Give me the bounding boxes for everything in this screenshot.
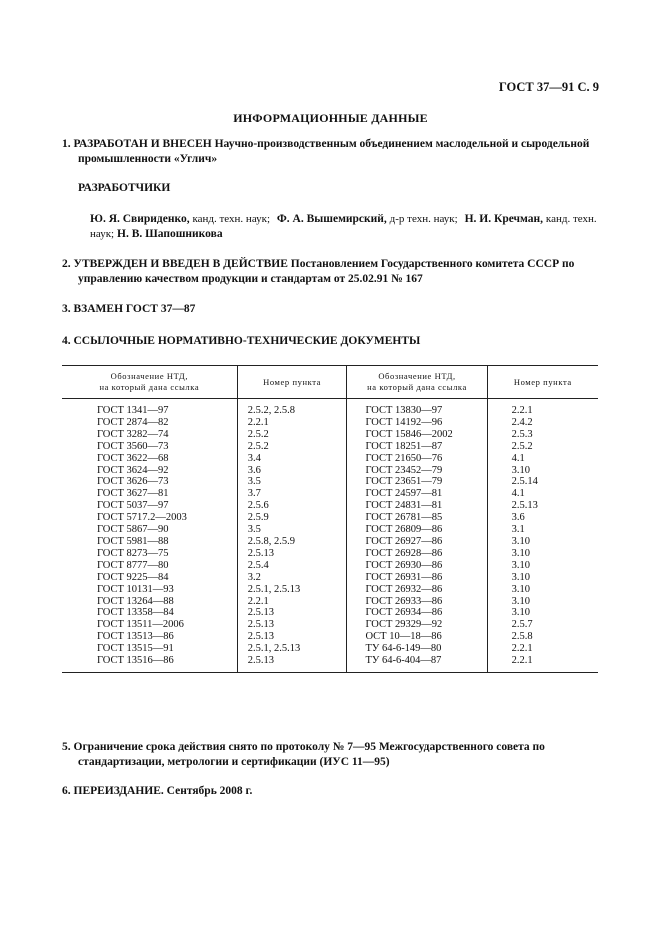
- developers-list: [90, 212, 600, 242]
- reference-point: 3.10: [511, 583, 530, 595]
- reference-point: 3.10: [511, 559, 530, 571]
- reference-doc: ГОСТ 9225—84: [62, 572, 237, 584]
- table-row: [62, 429, 598, 441]
- reference-point: 3.10: [511, 607, 530, 619]
- page-header-code: ГОСТ 37—91 С. 9: [498, 80, 599, 94]
- reference-doc: ГОСТ 21650—76: [347, 453, 487, 465]
- reference-doc: ГОСТ 14192—96: [347, 417, 487, 429]
- developer-name: Н. В. Шапошникова: [117, 228, 223, 240]
- reference-point: 2.2.1: [487, 655, 598, 672]
- reference-doc: ГОСТ 13358—84: [62, 607, 237, 619]
- table-row: [62, 619, 598, 631]
- table-row: [62, 500, 598, 512]
- reference-point: 3.7: [237, 488, 347, 500]
- reference-point: 3.5: [237, 476, 347, 488]
- table-row: [62, 476, 598, 488]
- table-row: [62, 655, 598, 672]
- table-row: [62, 399, 598, 417]
- references-table: [62, 365, 598, 673]
- reference-point: 3.10: [511, 571, 530, 583]
- table-row: [62, 453, 598, 465]
- item-3-replaces: 3. ВЗАМЕН ГОСТ 37—87: [62, 303, 196, 315]
- item-1-label: 1. РАЗРАБОТАН И ВНЕСЕН: [62, 138, 212, 150]
- reference-doc: ГОСТ 23651—79: [347, 476, 487, 488]
- reference-point: 2.5.13: [237, 655, 347, 672]
- table-row: [62, 631, 598, 643]
- developer-name: Ф. А. Вышемирский,: [276, 213, 387, 225]
- table-row: [62, 560, 598, 572]
- reference-point: 3.6: [511, 512, 525, 524]
- reference-doc: ГОСТ 29329—92: [347, 619, 487, 631]
- item-5-validity: 5. Ограничение срока действия снято по протоколу № 7—95 Межгосударственного совета по стандартизации, метрологии и сертификации (ИУС 11—95): [62, 741, 545, 768]
- reference-point: 2.5.8, 2.5.9: [237, 536, 347, 548]
- reference-doc: ГОСТ 3624—92: [62, 465, 237, 477]
- developer-degree: д-р техн. наук;: [389, 213, 458, 225]
- reference-point: 2.4.2: [511, 416, 533, 428]
- reference-doc: ГОСТ 3627—81: [62, 488, 237, 500]
- header-point-number: Номер пункта: [487, 366, 598, 399]
- reference-doc: ГОСТ 5867—90: [62, 524, 237, 536]
- reference-doc: ГОСТ 5981—88: [62, 536, 237, 548]
- reference-point: 3.10: [511, 547, 530, 559]
- reference-point: 2.5.6: [237, 500, 347, 512]
- reference-doc: ГОСТ 13511—2006: [62, 619, 237, 631]
- reference-point: 2.5.1, 2.5.13: [237, 584, 347, 596]
- reference-point: 2.5.2: [511, 440, 533, 452]
- header-point-number: Номер пункта: [237, 366, 347, 399]
- table-row: [62, 465, 598, 477]
- reference-doc: ГОСТ 23452—79: [347, 465, 487, 477]
- reference-doc: ГОСТ 13515—91: [62, 643, 237, 655]
- reference-doc: ГОСТ 3622—68: [62, 453, 237, 465]
- reference-doc: ГОСТ 5037—97: [62, 500, 237, 512]
- reference-doc: ГОСТ 26931—86: [347, 572, 487, 584]
- reference-point: 2.5.8: [511, 631, 533, 643]
- reference-doc: ГОСТ 26932—86: [347, 584, 487, 596]
- table-row: [62, 596, 598, 608]
- reference-point: 2.2.1: [511, 643, 533, 655]
- table-row: [62, 584, 598, 596]
- header-doc-designation: Обозначение НТД, на который дана ссылка: [62, 366, 237, 399]
- item-1-text: Научно-производственным объединением маслодельной и сыродельной промышленности «Углич»: [78, 138, 590, 165]
- reference-doc: ГОСТ 1341—97: [62, 399, 237, 417]
- table-row: [62, 417, 598, 429]
- reference-doc: ГОСТ 26934—86: [347, 607, 487, 619]
- reference-point: 2.5.9: [237, 512, 347, 524]
- reference-point: 2.2.1: [237, 417, 347, 429]
- reference-point: 4.1: [511, 488, 525, 500]
- reference-doc: ГОСТ 3560—73: [62, 441, 237, 453]
- reference-point: 3.10: [511, 464, 530, 476]
- reference-point: 3.2: [237, 572, 347, 584]
- reference-point: 3.5: [237, 524, 347, 536]
- reference-doc: ТУ 64-6-404—87: [347, 655, 487, 672]
- table-row: [62, 643, 598, 655]
- reference-point: 3.6: [237, 465, 347, 477]
- reference-doc: ГОСТ 8777—80: [62, 560, 237, 572]
- item-2-approved: [62, 257, 616, 287]
- reference-doc: ГОСТ 13516—86: [62, 655, 237, 672]
- reference-doc: ГОСТ 18251—87: [347, 441, 487, 453]
- reference-point: 2.5.13: [237, 548, 347, 560]
- reference-point: 3.10: [511, 535, 530, 547]
- reference-doc: ГОСТ 24597—81: [347, 488, 487, 500]
- item-4-references-heading: 4. ССЫЛОЧНЫЕ НОРМАТИВНО-ТЕХНИЧЕСКИЕ ДОКУМЕНТЫ: [62, 335, 421, 347]
- developer-degree: канд. техн. наук;: [90, 213, 597, 240]
- table-row: [62, 441, 598, 453]
- reference-point: 3.1: [511, 524, 525, 536]
- section-title: ИНФОРМАЦИОННЫЕ ДАННЫЕ: [233, 111, 428, 125]
- reference-doc: ТУ 64-6-149—80: [347, 643, 487, 655]
- reference-point: 3.10: [511, 595, 530, 607]
- reference-point: 2.5.1, 2.5.13: [237, 643, 347, 655]
- reference-doc: ГОСТ 5717.2—2003: [62, 512, 237, 524]
- item-2-label: 2. УТВЕРЖДЕН И ВВЕДЕН В ДЕЙСТВИЕ: [62, 258, 288, 270]
- reference-doc: ГОСТ 26781—85: [347, 512, 487, 524]
- table-row: [62, 607, 598, 619]
- reference-point: 2.5.2: [237, 429, 347, 441]
- reference-doc: ОСТ 10—18—86: [347, 631, 487, 643]
- table-header-row: [62, 366, 598, 399]
- reference-doc: ГОСТ 15846—2002: [347, 429, 487, 441]
- reference-doc: ГОСТ 3282—74: [62, 429, 237, 441]
- table-row: [62, 524, 598, 536]
- reference-point: 2.5.4: [237, 560, 347, 572]
- reference-point: 4.1: [511, 452, 525, 464]
- reference-doc: ГОСТ 26927—86: [347, 536, 487, 548]
- developer-name: Н. И. Кречман,: [464, 213, 544, 225]
- reference-point: 2.5.2, 2.5.8: [237, 399, 347, 417]
- table-row: [62, 572, 598, 584]
- table-row: [62, 512, 598, 524]
- developer-name: Ю. Я. Свириденко,: [90, 213, 190, 225]
- table-body: [62, 399, 598, 673]
- reference-point: 2.5.13: [237, 631, 347, 643]
- reference-doc: ГОСТ 13513—86: [62, 631, 237, 643]
- reference-doc: ГОСТ 10131—93: [62, 584, 237, 596]
- reference-point: 2.5.13: [511, 500, 538, 512]
- reference-doc: ГОСТ 13264—88: [62, 596, 237, 608]
- table-row: [62, 536, 598, 548]
- header-doc-designation: Обозначение НТД, на который дана ссылка: [347, 366, 487, 399]
- reference-point: 2.5.3: [511, 428, 533, 440]
- table-row: [62, 548, 598, 560]
- reference-doc: ГОСТ 3626—73: [62, 476, 237, 488]
- reference-point: 2.2.1: [511, 405, 533, 416]
- reference-doc: ГОСТ 26809—86: [347, 524, 487, 536]
- reference-doc: ГОСТ 26930—86: [347, 560, 487, 572]
- reference-doc: ГОСТ 8273—75: [62, 548, 237, 560]
- item-6-reissue: 6. ПЕРЕИЗДАНИЕ. Сентябрь 2008 г.: [62, 785, 253, 797]
- reference-point: 2.5.13: [237, 607, 347, 619]
- reference-point: 2.5.14: [511, 476, 538, 488]
- developer-degree: канд. техн. наук;: [192, 213, 271, 225]
- reference-point: 2.5.2: [237, 441, 347, 453]
- developers-heading: РАЗРАБОТЧИКИ: [78, 182, 171, 194]
- reference-doc: ГОСТ 2874—82: [62, 417, 237, 429]
- reference-doc: ГОСТ 13830—97: [347, 399, 487, 417]
- reference-doc: ГОСТ 24831—81: [347, 500, 487, 512]
- reference-point: 3.4: [237, 453, 347, 465]
- reference-point: 2.5.13: [237, 619, 347, 631]
- reference-point: 2.5.7: [511, 619, 533, 631]
- reference-point: 2.2.1: [237, 596, 347, 608]
- reference-doc: ГОСТ 26928—86: [347, 548, 487, 560]
- item-2-text: Постановлением Государственного комитета СССР по управлению качеством продукции и стандартам от 25.02.91 № 167: [78, 258, 575, 285]
- reference-doc: ГОСТ 26933—86: [347, 596, 487, 608]
- table-row: [62, 488, 598, 500]
- item-1-developed-by: [62, 137, 616, 167]
